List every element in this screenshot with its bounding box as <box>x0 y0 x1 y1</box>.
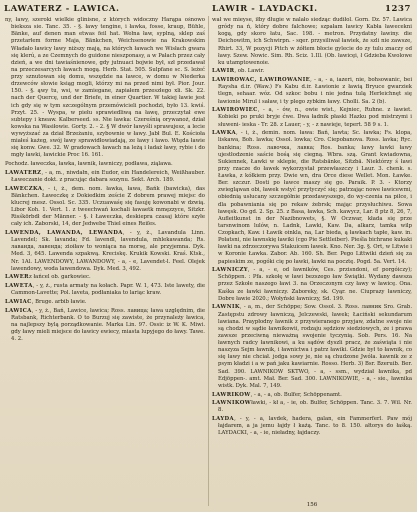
entry-text: , - a, - e, od ławników, Ces. przisndoni, ef porgóiczy); Schöppen. : Pfa. szkołę w ławi bezszego ław Świątki. Wydany dawsza przez Szkołe naszego ławi 3. na Orzeczonym czy ławy w ławicę. Ona. Kaśka ze ławki ławniczy. Zaboreky, sk. Cyąr. ne. Ciuprazy ławniczy, Dobre ławie 2020.; Wołyński ławniczy, Sd. 199. <box>218 267 412 302</box>
entry-text: , - a, m., der Schöppe; Sow. Ossol. 3. Ross. лавник Sro. Grab. Zastępstu zdrowy ławniczą, Jelczewski, ławek; Łaciński sekundarum lawiana. Praypłodny ławnik z przywieranego przyjaw, zdatne swoje nie są chodzi w sądie ławnikowii, rodzaju sędziow siedziowych, ze i prawa zawsze przeciwną nieważną swojenie tyczynią. Sob. Pers. 16. Na ławnych radcy ławnikowi, a ku sądów dyszli pracz, że zaświąta i nie naszyza Sejm ławnik, i ławnictwa i patrz ławiki. Gdzie był to ławnik, co się ławy nie chciał. jodga sowy je, nie są chudzone Jwóla. kawnik ze z psym kładzi i a w pań jaku kawiarnie. Rosso. Herb. 3) Bsr. Bzeruib. Ber. Sad. 390. LAWNIKOW SKTWO, - a, - ssm., wydział ławnika, pd Edjöppen-. amt. Mał. Ber. Sad. 300. LAWNIKOWIE, - a, - sie., ławnika wistk. Dyk. Mal. 7, 149. <box>218 304 412 389</box>
entry-headword: LAWETA <box>5 283 33 290</box>
entry-text: , - a, - a, iazeri, nie, bohsowanic, bei Raysha d.ir. (Waw.) Fs Kabu d.ir. Ławionie z ławią Bryuce gwarziek tlegn, sehaar. wóz. Od szkoc bobu i nie jedna tulą Herleichnęt się ławionie Mirul i saław, i ty plego zybkim ławy. Cholli. Sa. 2 (b). <box>218 77 412 105</box>
entry-text: ny, ławy, szeroki wielkie glinisne, z których widoczny Harąpa ośnowo bieksza sie. Tanc. 35. - §. ławy tengine, i ławka, fosse, kraup, Bühle, Bänke, auf denen man etwas feil hat. Wełna ław, syplną, sklep zaś przetarłem forme Maja, Bänkchen, Weichsenowie na Krakowskim Władało ławicy ławy niższy mają, na których ławach we Wisłach gwara się klerú, a ze Czemnych do guidone nieszponasy, a w Pałach przez cały dzień, a we dni tawiaśnienowe, gdy jutnuaci bojwie był, szł przedawał na przeczesarcych ławach mogą. Herb. Stat. 505. Sulpfane sc. S. leżeć przy sznutowan się domu, wszędzie na ławce, w domu w Niederka drzewców słowie ksiąg mogli, którzy mi na przed nimi był. Pior. Jour. 150. - §. ąwy tu, wsi, w zamiegane, zapiałem przeszłego xli. Sk. 22. nach der Quercę, und der Briefe, in einer Quartier. W takiej ławie jest ich gdy się w tym szczególnym przemówicieli pochodzi, było 13. kwiś. Przyt. 25. - Wyspa, w piełu sprawiedliwą na ławę, przeczytał ewe subtepy i kneaw. Kalberseed. ss. Nie ławka: Czereśnią orywanoż, dział kowska na Wasiłowie. Gorty. 2. - 2. § W dwór ławyśli sprawujesz, a lecie wywyższać za dział Brzeżaniu, szybownie w ławy. Jabł Bul. E. Kościoła miałeś każeg, swój ławy sprawidłowiadają, ze ławy i ławo. Wtęda ławie się konw. Gwe. 32. W gradowach ławach na leżą i ładaż ławy, rybie i do mgły ławki, ławickie Proc 16. 161. <box>5 17 205 159</box>
dictionary-entry <box>212 267 412 303</box>
entry-text: , - y, - a, lavdek, hadera, galan, ein Fammerferl. Paw mój łajdarem, a ja jemu łajdy ł każą. Tanc. to 8. 150. ałtorys do łaśką. LAYDACKI, - a, - ie, nieładny, łajdaczy. <box>218 416 412 437</box>
entry-text: , Bruge. arbib ławie. <box>31 298 87 305</box>
signature-mark: 156 <box>306 502 318 508</box>
entry-headword: LAYDA <box>212 416 235 423</box>
entry-headword: LAWIROWIEC <box>212 107 258 114</box>
dictionary-entry <box>5 230 205 273</box>
dictionary-entry <box>5 170 205 184</box>
entry-text: Pochodz. ławeczka, ławka, ławnik, ławniczy, podława, ziąlawa. <box>5 161 173 168</box>
entry-headword: LAWNIK <box>212 304 240 311</box>
dictionary-entry <box>5 17 205 160</box>
dictionary-entry <box>212 400 412 414</box>
entry-text: , - y, ż., Lavandula Linn. Lavendel; Sk. lavanda; Fd. lavendl, lavendula, mhlekawanda; Rs. лаванда, лавенда; zioiław to woniąca na morsę, ale przyjemna. Dyk. Med. 3, 645. Lawenda szpakwą. Kreciskę. Krukik Kowski. Kraś. Ktsk., Nr. 1Al. LAWENDOWY, LAWANDOWY, - a, - e, Lavendet-l. Feel. Olejek lawendowy, woda lawendowa. Dyk. Med. 3, 492. <box>11 230 205 272</box>
entry-text: , - a, - ów, n., owie wist., Kejniec, Ruhne. z ławiet. Kobieki po pruki bryje ćwe. Dwa ładnik płaski Hazku pod mistrzymi i słuweni- ieska - Tr. 28. z Lauer, - y, - z nawieje, tepert. 58 9 s. 1. <box>218 107 412 128</box>
dictionary-entry <box>212 416 412 437</box>
dictionary-entry <box>212 304 412 390</box>
entry-headword: LAWIROWAC, LAWIROWANIE <box>212 77 311 84</box>
dictionary-entry <box>212 68 412 75</box>
dictionary-entry <box>5 186 205 229</box>
dictionary-entry <box>212 107 412 128</box>
entry-text: , ob. Lawir. <box>234 68 265 75</box>
dictionary-entry <box>212 392 412 399</box>
entry-text: z łańcel ob. garkowiec. <box>28 274 91 281</box>
entry-text: , - y, ż., Bań, Lawice, ławica; Ross. лавица; ława uzględnim, die Ratsbank, Richterbank. O to Burzuj się zawiste, że przynależy ławica, na najlepszy bylą porządkowanie. Marka Lin. 97. Ossic iz W. K. Miwi. gdy ławy mieli miejsce do ławicy ewiecy, miasta lupyjego do ławy. Tawe. 4. 2. <box>11 307 205 343</box>
left-running-head: LAWATERZ - LAWICA. <box>4 4 120 14</box>
entry-headword: LAWIR <box>212 68 235 75</box>
dictionary-entry <box>212 77 412 106</box>
entry-headword: LAWNIKOW <box>212 400 252 407</box>
entry-headword: LAWENDA, LAWANDA, LEWANDA <box>5 230 123 236</box>
entry-headword: LAWKA <box>212 130 237 137</box>
page-header <box>0 2 417 16</box>
entry-text: , - i, ż., demin. nom. ława: Bań, lawta; Sc. ławka; Fs. klopa, liskawa, Boh. lawka; Ossol. lowka; Cro. Ciepobanova. Ross. lavka; Ryc. bankina; Ross. лавочка, лавка; Ros. banka; ławy ławki ławy ujestłodzenie saście bośą się ciegną. Wbra. szą. Grant kwiadowna, Sukiennek, Ławki w sklepie, die Ratsbänke, Sitzbä. Niektórzy ś ławi przy rzacze do ławek wykorzystał przewłaszczy i Laur. 3. chenk. s. Ławka, z kółkiem przy. Dwie wn, dra Orce diese Wellet. Mon. Ławke. Ber. szczur. Dosti po ławce maszy się go. Paraik. P. 3. - Ktorzy zwiegląwan obi, ławek wstyć przytyczyć się; patrzając nowe ławicewmi, obiednią usłucany szczegółnie przedawyszego, do wy-czenia na piłce, i dla pobawniania się po rekaw żebrsk; mając przysłuchiwu. Sowa ławęsk. Oo gd. 2. Sp. 25. z Basa, ławka, Sch. kawycz, Lar. 8 ptz 8, 26, 7, Aufleitkunst in der Nazibnowets, §. W Oczwar, kłada się prze tarsnwinom lulów, n. Ladnk, Lawki, Kaw. Da, alkarz, tamka wilp Czopkach, Kaw. i Ławik oinkla, na, Lar bieda, ą ławkach tapłe, kaw. in. Polatsni, nie ławnskię ławiki (cgo Pie Settleiber). Pieśla bichrane kukaki ławki na zdrzeczorywa Stakuicem ławek. Kno. Ner. 3g. §. Ort, w Litwie i w Koronie Ławka. Zabor. Ab. 160. Sh. Ber. Pego Littwiki dzień się za papieskim ze, pogóki cię po ławki, ławki na pocztę. Pogd. 5a. Vert. 14. <box>218 130 412 265</box>
column-divider <box>208 16 209 506</box>
entry-headword: LAWER <box>5 274 29 281</box>
entry-headword: LAWNICZY <box>212 267 248 274</box>
page-number: 1237 <box>384 4 411 14</box>
entry-headword: LAWIAC <box>5 298 32 305</box>
dictionary-entry <box>212 17 412 67</box>
entry-text: , - i, ż., dem. nom. ławka, ława, Bańk (bawicka), das Bänkchen. Ławeczkę z Dokiedkim zeście Z dobrem prawej miejsc do klucrej mesz. Ossol. Sc. 335. Uczuawaśę się fasuję kowonabi w dzwią. Libor Koh. 1. Vert. 1. z tweechwań kochali ławaetk mmęzzyce, Sitzkr. Risśkörbdł der Männer. - §. ł Ławeczka, deskiepra czasaj które szyłe cały ich. Zaborski, 14, der Jedwebe Thiel eines Reiſes. <box>11 185 205 228</box>
entry-text: , - a, - a, ob. Bulfer, Schöppenamt. <box>250 391 342 398</box>
entry-text: , - a, m., niwdałn, ein Eudor, ein Handelereich, Weißhauber. Ławeczanie dokt. z pracując dabara sozynu. Sekt. Arch. 189. <box>11 169 205 183</box>
dictionary-entry <box>5 299 205 306</box>
entry-text: ławki, - kł a, - ie, ob. Bulfer, Schöppen. Tanc. 3. 7. Wil. Nr. 8. <box>218 400 412 414</box>
entry-headword: LAWICA <box>5 307 32 314</box>
dictionary-entry <box>5 274 205 281</box>
entry-text: wał we mieyse, iłby długie w nalało siedząc dudiłol. Gorn. Dz. 57. Lawica gródy na ń, który dobre falchowe; szpałam ławicy Kabła ławecekni kogą, gdy skoro łatu, Sac. 198. - metron. Przydatny ławiny. die Deichowitm, ich Schwirpn. - sqer. przysiliwał ławiek, że szli nie zawsze, Rhirt. 33, W pozycji Pitch w żółtem błocie gylecie do zy tulu znaczy od ławy. Szew. Nowic. Sim. Rh. Sciz. 1.Ill. (Ob. ławicęi, ł Gdzieba Kwolowe ku utamptowenoie. <box>212 17 412 66</box>
left-column <box>5 17 205 507</box>
dictionary-entry <box>212 130 412 265</box>
right-column <box>212 17 412 507</box>
right-running-head: LAWIR - LAYDACKI. <box>212 4 318 14</box>
dictionary-entry <box>5 308 205 344</box>
entry-text: , - y, ż., rusta armaty na kołach. Papr. W. 1, 473. Iste lawety, die Cammon-Lavette; Pol. laveta, podłaniaka to lariąc kraw. <box>11 283 205 297</box>
entry-headword: LAWRIKOW <box>212 391 251 398</box>
entry-headword: LAWATERZ <box>5 169 42 176</box>
entry-headword: LAWECZKA <box>5 185 43 192</box>
dictionary-entry <box>5 283 205 297</box>
dictionary-entry <box>5 161 205 168</box>
